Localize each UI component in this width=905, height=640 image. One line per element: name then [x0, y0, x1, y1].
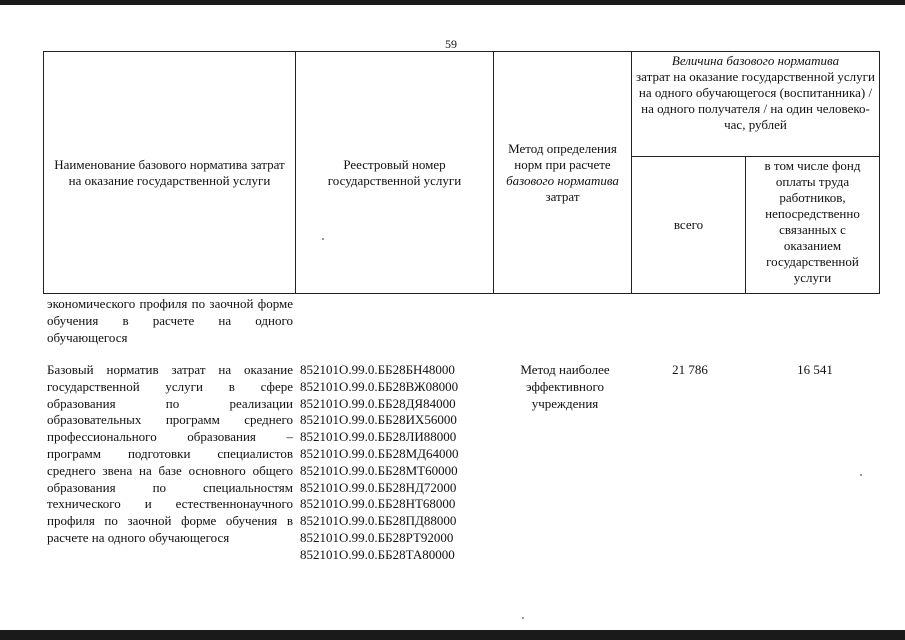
registry-code: 852101О.99.0.ББ28ЛИ88000 — [300, 429, 457, 445]
scan-speck — [860, 474, 862, 476]
table-header — [43, 51, 880, 294]
header-group-value: Величина базового норматива затрат на оказание государственной услуги на одного обучающегося (воспитанника) / на одного получателя / на один человеко-час, рублей — [632, 52, 880, 157]
registry-code: 852101О.99.0.ББ28РТ92000 — [300, 529, 454, 545]
registry-code: 852101О.99.0.ББ28НТ68000 — [300, 496, 456, 512]
row-total-value: 21 786 — [672, 362, 708, 377]
row-name: Базовый норматив затрат на оказание государственной услуги в сфере образования по реализации образовательных программ среднего профессионального образования – программ подготовки специалистов среднего звена на базе основного общего образования по специальностям технического и естественнонаучного профиля по заочной форме обучения в расчете на одного обучающегося — [47, 362, 293, 545]
registry-code: 852101О.99.0.ББ28ТА80000 — [300, 546, 455, 562]
scan-speck — [322, 238, 324, 240]
row-fund-value: 16 541 — [797, 362, 833, 377]
registry-code: 852101О.99.0.ББ28ИХ56000 — [300, 412, 457, 428]
continued-row-name: экономического профиля по заочной форме обучения в расчете на одного обучающегося — [47, 296, 293, 345]
scan-edge-top — [0, 0, 905, 5]
header-col-name: Наименование базового норматива затрат на оказание государственной услуги — [44, 52, 296, 294]
registry-code: 852101О.99.0.ББ28ВЖ08000 — [300, 378, 459, 394]
header-col-registry: Реестровый номер государственной услуги — [296, 52, 494, 294]
row-codes — [300, 362, 500, 564]
registry-code: 852101О.99.0.ББ28ДЯ84000 — [300, 395, 456, 411]
header-col-method: Метод определения норм при расчете базового норматива затрат — [494, 52, 632, 294]
registry-code: 852101О.99.0.ББ28НД72000 — [300, 479, 457, 495]
scan-edge-bottom — [0, 630, 905, 640]
registry-code: 852101О.99.0.ББ28МД64000 — [300, 445, 459, 461]
header-sub-fund: в том числе фонд оплаты труда работников, непосредственно связанных с оказанием государственной услуги — [746, 157, 880, 294]
registry-code: 852101О.99.0.ББ28ПД88000 — [300, 513, 457, 529]
registry-code: 852101О.99.0.ББ28МТ60000 — [300, 462, 458, 478]
registry-code: 852101О.99.0.ББ28БН48000 — [300, 362, 455, 377]
page-number: 59 — [445, 37, 457, 51]
scan-speck — [522, 617, 524, 619]
header-sub-total: всего — [632, 157, 746, 294]
row-method: Метод наиболее эффективного учреждения — [520, 362, 610, 411]
